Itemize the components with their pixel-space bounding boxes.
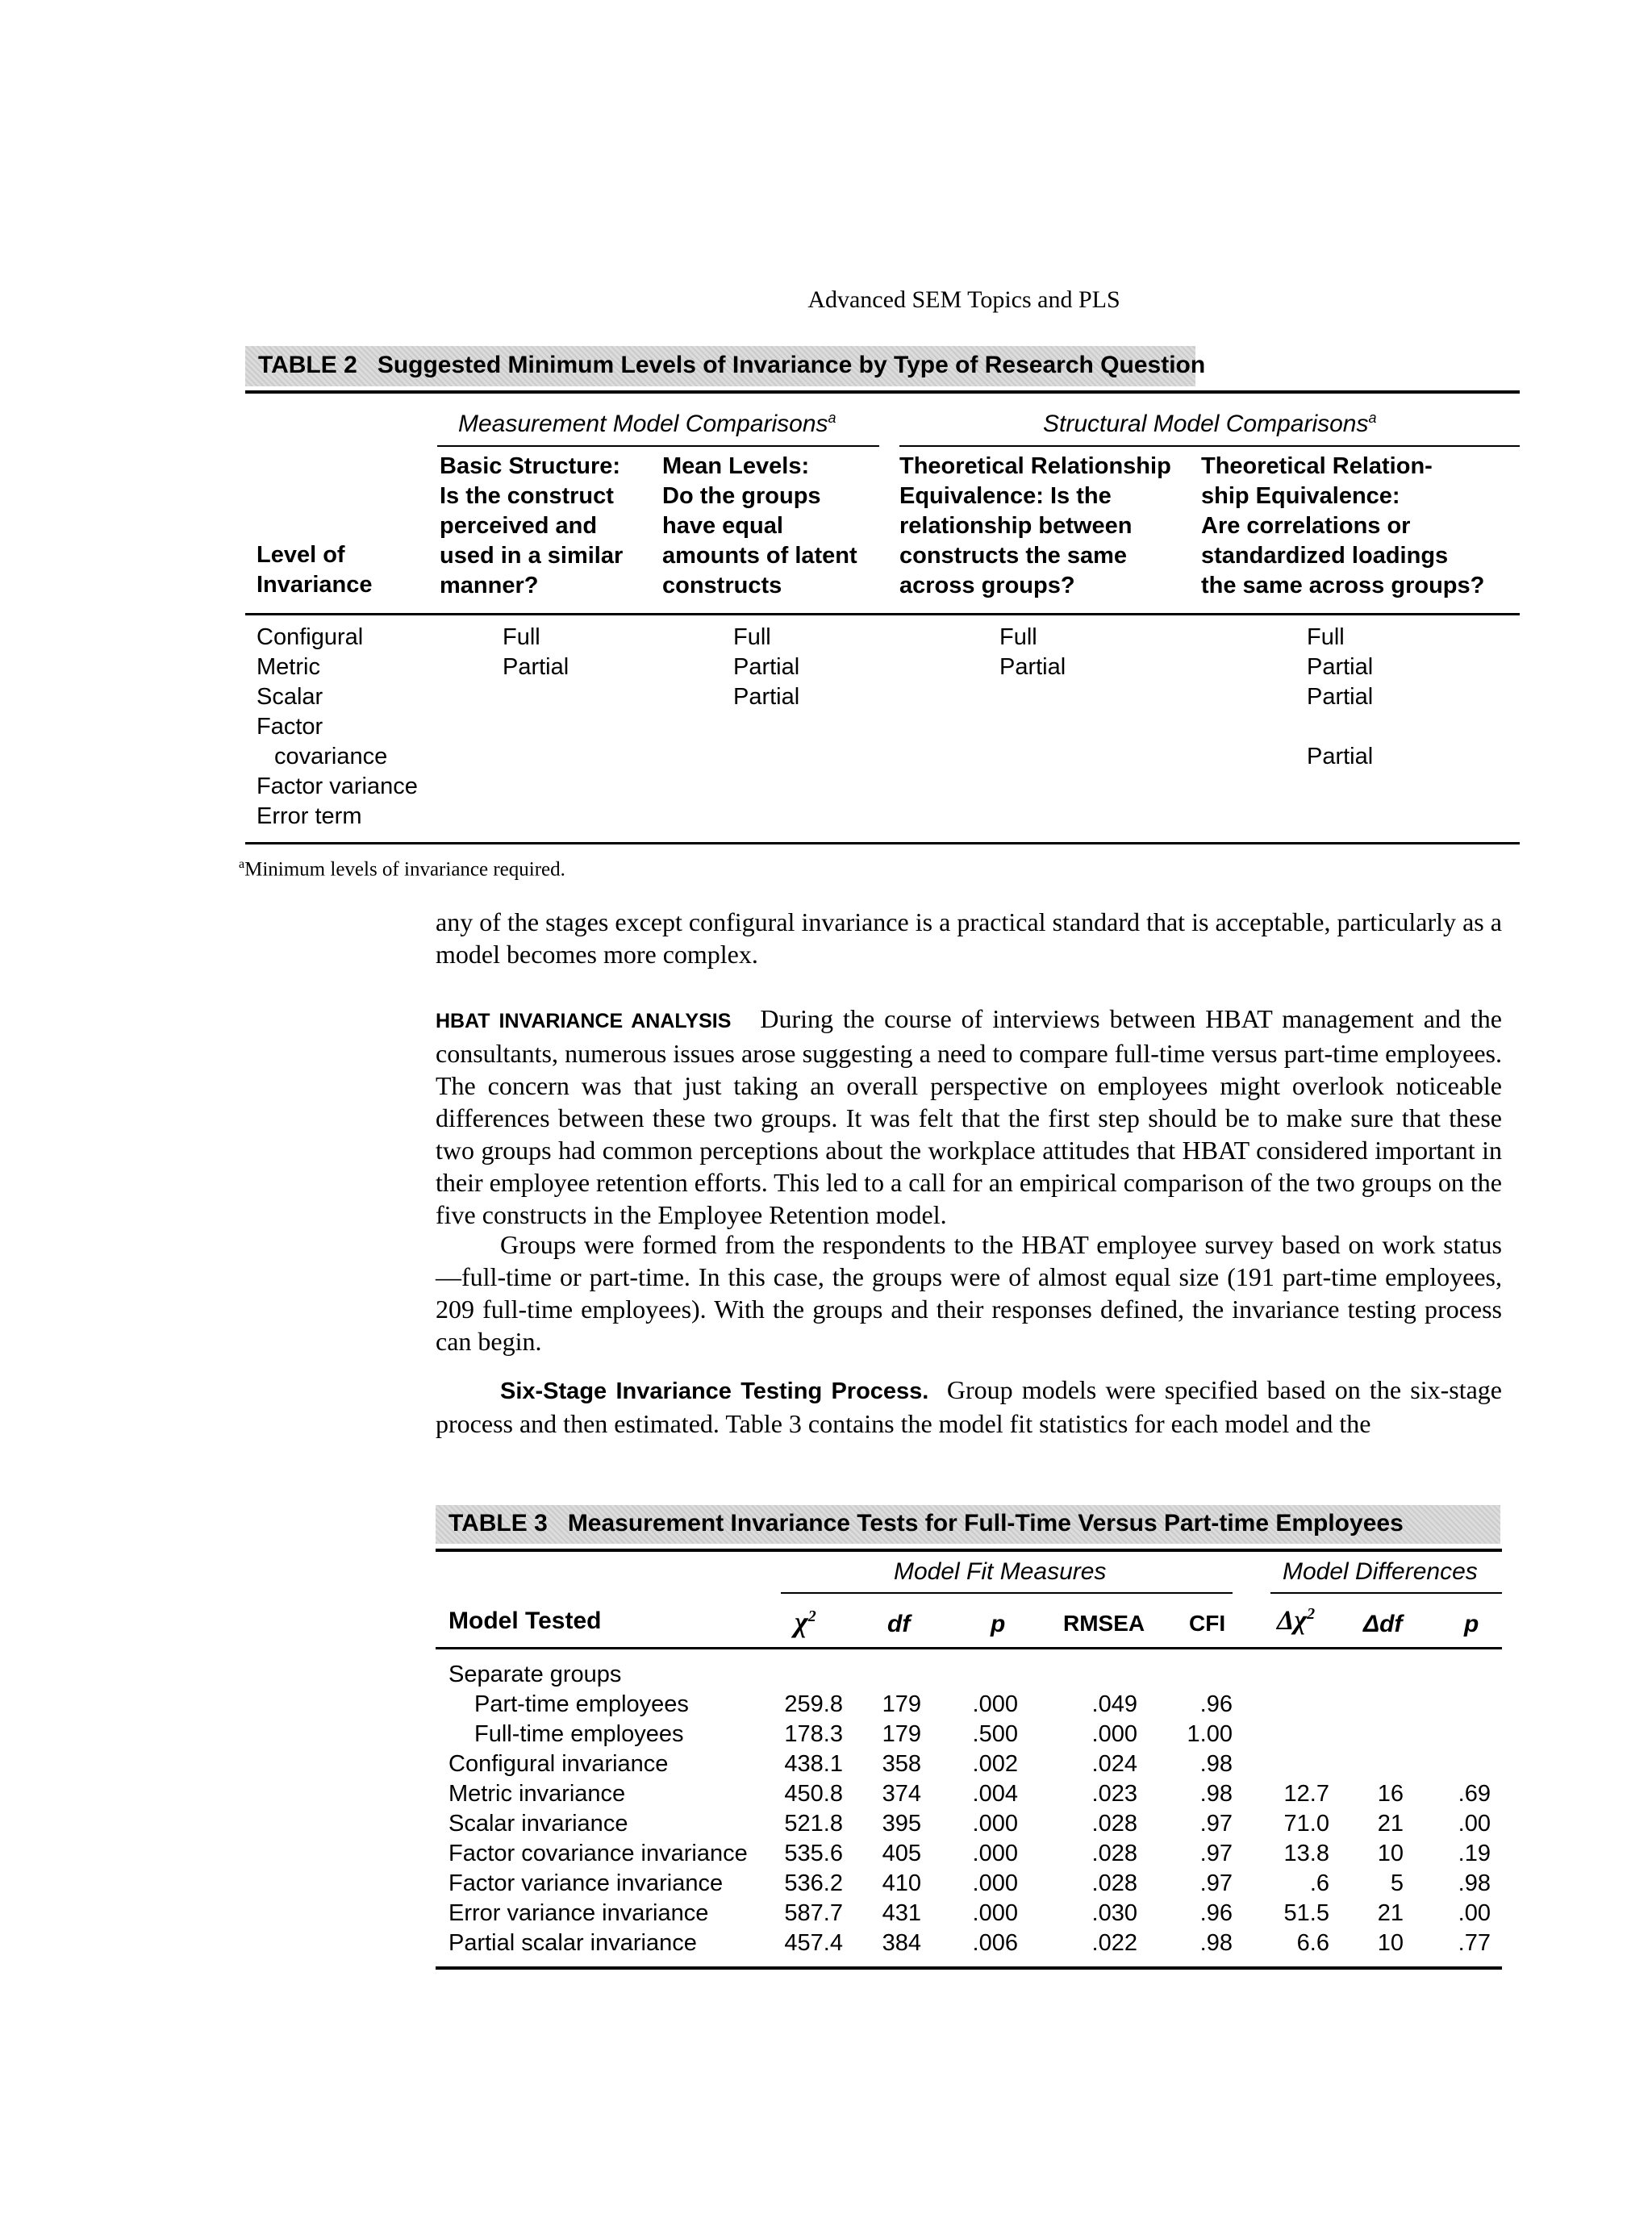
table3-cell-dchi: .6: [1309, 1870, 1329, 1896]
table3-df-col: [871, 1660, 921, 1958]
table3-cell-cfi: .98: [1199, 1930, 1233, 1956]
table3-bottom-rule: [436, 1966, 1502, 1970]
table3-cell-chi: 450.8: [784, 1781, 843, 1807]
table3-cell-chi: 438.1: [784, 1751, 843, 1777]
table3-col-df: df: [887, 1611, 911, 1637]
table3-cell-rmsea: .030: [1091, 1900, 1137, 1926]
paragraph-2: [436, 1003, 1502, 1231]
table3-cell-rmsea: .049: [1091, 1691, 1137, 1717]
paragraph-4: [436, 1374, 1502, 1440]
table2-footnote: $^a$Minimum levels of invariance required.: [239, 857, 565, 881]
table3-cell-cfi: .96: [1199, 1900, 1233, 1926]
table3-cell-dchi: 51.5: [1283, 1900, 1329, 1926]
paragraph-4-text: Group models were specified based on the six-stage process and then estimated. Table 3 contains the model fit statistics for each model and the: [436, 1375, 1503, 1438]
table3-cell-df: 358: [882, 1751, 921, 1777]
table3-cell-dchi: 13.8: [1283, 1841, 1329, 1866]
table2-level-cells: [257, 623, 418, 832]
table3-cell-cfi: .98: [1199, 1751, 1233, 1777]
table3-cell-model: Separate groups: [448, 1662, 622, 1687]
table2-cell-mean: Full: [733, 624, 771, 650]
table3-group-diff: Model Differences: [1283, 1558, 1478, 1585]
table3-cell-chi: 521.8: [784, 1811, 843, 1837]
table3-header-rule: [436, 1647, 1502, 1649]
table2-title-text: Suggested Minimum Levels of Invariance by Type of Research Question: [377, 352, 1206, 378]
table3-cell-rmsea: .022: [1091, 1930, 1137, 1956]
table3-cell-df: 431: [882, 1900, 921, 1926]
table3-cell-p: .000: [972, 1811, 1018, 1837]
table2-group-measurement-rule: [437, 445, 879, 447]
table3-chi-col: [766, 1660, 843, 1958]
table3-cell-model: Part-time employees: [474, 1691, 689, 1717]
table3-p-col: [956, 1660, 1018, 1958]
table2-col-theoretical: Theoretical Relationship Equivalence: Is the relationship between constructs the same across groups?: [899, 453, 1171, 598]
table3-col-ddf: Δdf: [1363, 1611, 1403, 1637]
table3-cell-rmsea: .023: [1091, 1781, 1137, 1807]
table2-cell-level: Configural: [257, 624, 364, 650]
table3-cell-cfi: .97: [1199, 1841, 1233, 1866]
table3-group-diff-rule: [1270, 1592, 1502, 1594]
paragraph-1: any of the stages except configural invariance is a practical standard that is acceptable, particularly as a model becomes more complex.: [436, 907, 1502, 969]
table2-group-structural: Structural Model Comparisons$^a$: [1043, 410, 1377, 437]
table2-header-rule: [245, 613, 1520, 615]
table3-group-fit-rule: [781, 1592, 1233, 1594]
table3-cell-chi: 259.8: [784, 1691, 843, 1717]
table3-cell-df: 395: [882, 1811, 921, 1837]
table3-cell-chi: 535.6: [784, 1841, 843, 1866]
table2-cell-level: Metric: [257, 654, 320, 680]
table3-cell-model: Full-time employees: [474, 1721, 684, 1747]
table3-title-text: Measurement Invariance Tests for Full-Time Versus Part-time Employees: [567, 1510, 1404, 1537]
table3-cell-rmsea: .028: [1091, 1841, 1137, 1866]
table3-cell-chi: 587.7: [784, 1900, 843, 1926]
table2-cell-theo2: Partial: [1307, 684, 1374, 710]
table3-cell-cfi: .97: [1199, 1811, 1233, 1837]
table3-cell-ddf: 16: [1377, 1781, 1404, 1807]
table3-cell-model: Factor variance invariance: [448, 1870, 724, 1896]
table3-cell-cfi: .96: [1199, 1691, 1233, 1717]
table3-ddf-col: [1363, 1660, 1404, 1958]
table3-top-rule: [436, 1549, 1502, 1552]
table2-group-measurement: Measurement Model Comparisons$^a$: [458, 410, 836, 437]
table3-cell-rmsea: .028: [1091, 1870, 1137, 1896]
table3-col-chi: $\chi^2$: [795, 1606, 816, 1638]
table2-col-mean: Mean Levels: Do the groups have equal amounts of latent constructs: [662, 453, 857, 598]
table3-dp-col: [1444, 1660, 1491, 1958]
table2-col-theoretical2: Theoretical Relation- ship Equivalence: Are correlations or standardized loadings the same across groups?: [1201, 453, 1485, 598]
table3-title: [448, 1510, 1404, 1537]
table2-cell-theo: Partial: [999, 654, 1066, 680]
table2-cell-theo2: Partial: [1307, 744, 1374, 769]
table2-cell-theo: Full: [999, 624, 1037, 650]
table3-cell-rmsea: .000: [1091, 1721, 1137, 1747]
table3-cell-ddf: 10: [1377, 1841, 1404, 1866]
table2-mean-cells: [733, 623, 799, 712]
table3-cell-dp: .00: [1458, 1811, 1491, 1837]
table3-cell-chi: 536.2: [784, 1870, 843, 1896]
table3-cell-cfi: .98: [1199, 1781, 1233, 1807]
table2-cell-mean: Partial: [733, 684, 800, 710]
table2-cell-mean: Partial: [733, 654, 800, 680]
table2-body: [257, 623, 418, 832]
table3-cell-dp: .19: [1458, 1841, 1491, 1866]
table3-cell-p: .004: [972, 1781, 1018, 1807]
table3-label: TABLE 3: [448, 1510, 548, 1537]
table2-col-level: Level of Invariance: [257, 542, 373, 598]
table2-theo2-cells: [1307, 623, 1373, 772]
table3-cell-df: 405: [882, 1841, 921, 1866]
table2-basic-cells: [503, 623, 569, 682]
table3-cell-dchi: 12.7: [1283, 1781, 1329, 1807]
table3-cell-p: .500: [972, 1721, 1018, 1747]
table2-cell-level: covariance: [274, 744, 388, 769]
table3-col-cfi: CFI: [1189, 1611, 1226, 1636]
table3-cell-df: 410: [882, 1870, 921, 1896]
table3-cell-p: .006: [972, 1930, 1018, 1956]
table3-col-model: Model Tested: [448, 1607, 602, 1634]
table3-cell-df: 374: [882, 1781, 921, 1807]
table2-cell-theo2: Partial: [1307, 654, 1374, 680]
table3-cell-df: 384: [882, 1930, 921, 1956]
table2-cell-basic: Full: [503, 624, 540, 650]
table2-label: TABLE 2: [258, 352, 357, 378]
table3-cell-ddf: 10: [1377, 1930, 1404, 1956]
table2-cell-theo2: Full: [1307, 624, 1345, 650]
table3-col-dp: p: [1464, 1611, 1479, 1637]
table3-cell-p: .000: [972, 1841, 1018, 1866]
table3-cell-p: .002: [972, 1751, 1018, 1777]
table3-cell-p: .000: [972, 1900, 1018, 1926]
table2-group-structural-rule: [899, 445, 1520, 447]
table2-top-rule: [245, 390, 1520, 394]
table3-rmsea-col: [1073, 1660, 1137, 1958]
paragraph-2-runin: HBAT INVARIANCE ANALYSIS: [436, 1010, 732, 1032]
table3-col-rmsea: RMSEA: [1063, 1611, 1145, 1636]
table3-cell-rmsea: .024: [1091, 1751, 1137, 1777]
table3-cfi-col: [1170, 1660, 1233, 1958]
table2-theo-cells: [999, 623, 1066, 682]
table3-col-dchi: $\Delta\chi^2$: [1277, 1605, 1316, 1636]
table3-cell-ddf: 5: [1390, 1870, 1404, 1896]
table2-bottom-rule: [245, 842, 1520, 844]
paragraph-3: Groups were formed from the respondents to the HBAT employee survey based on work status—full-time or part-time. In this case, the groups were of almost equal size (191 part-time employees, 209 full-time employees). With the groups and their responses defined, the invariance testing process can begin.: [436, 1230, 1502, 1356]
table3-cell-model: Scalar invariance: [448, 1811, 628, 1837]
table3-cell-p: .000: [972, 1691, 1018, 1717]
table3-cell-dp: .69: [1458, 1781, 1491, 1807]
table3-cell-dp: .77: [1458, 1930, 1491, 1956]
table2-col-basic: Basic Structure: Is the construct perceived and used in a similar manner?: [440, 453, 624, 598]
table2-cell-basic: Partial: [503, 654, 569, 680]
paragraph-4-runin: Six-Stage Invariance Testing Process.: [500, 1378, 929, 1404]
table3-cell-rmsea: .028: [1091, 1811, 1137, 1837]
table2-cell-level: Factor variance: [257, 773, 418, 799]
running-head: Advanced SEM Topics and PLS: [807, 286, 1120, 313]
table3-cell-df: 179: [882, 1691, 921, 1717]
table2-cell-level: Error term: [257, 803, 362, 829]
table3-cell-ddf: 21: [1377, 1900, 1404, 1926]
table3-cell-df: 179: [882, 1721, 921, 1747]
table3-model-col: [448, 1660, 748, 1958]
table3-cell-model: Partial scalar invariance: [448, 1930, 697, 1956]
table3-group-fit: Model Fit Measures: [894, 1558, 1107, 1585]
table3-cell-cfi: .97: [1199, 1870, 1233, 1896]
table3-cell-dchi: 71.0: [1283, 1811, 1329, 1837]
table3-cell-chi: 178.3: [784, 1721, 843, 1747]
table3-cell-chi: 457.4: [784, 1930, 843, 1956]
table3-cell-dp: .00: [1458, 1900, 1491, 1926]
table2-cell-level: Scalar: [257, 684, 323, 710]
table3-cell-dp: .98: [1458, 1870, 1491, 1896]
table3-col-p: p: [991, 1611, 1006, 1637]
table3-cell-p: .000: [972, 1870, 1018, 1896]
table3-dchi-col: [1266, 1660, 1329, 1958]
table3-cell-model: Error variance invariance: [448, 1900, 709, 1926]
table3-cell-cfi: 1.00: [1187, 1721, 1233, 1747]
table3-cell-model: Configural invariance: [448, 1751, 669, 1777]
table3-cell-dchi: 6.6: [1296, 1930, 1329, 1956]
paragraph-2-text: During the course of interviews between HBAT management and the consultants, numerous issues arose suggesting a need to compare full-time versus part-time employees. The concern was that just taking an overall perspective on employees might overlook noticeable differences between these two groups. It was felt that the first step should be to make sure that these two groups had common perceptions about the workplace attitudes that HBAT considered important in their employee retention efforts. This led to a call for an empirical comparison of the two groups on the five constructs in the Employee Retention model.: [436, 1004, 1503, 1229]
table3-cell-ddf: 21: [1377, 1811, 1404, 1837]
table3-cell-model: Metric invariance: [448, 1781, 626, 1807]
table2-cell-level: Factor: [257, 714, 323, 740]
table2-title: [258, 352, 1205, 379]
table3-cell-model: Factor covariance invariance: [448, 1841, 748, 1866]
